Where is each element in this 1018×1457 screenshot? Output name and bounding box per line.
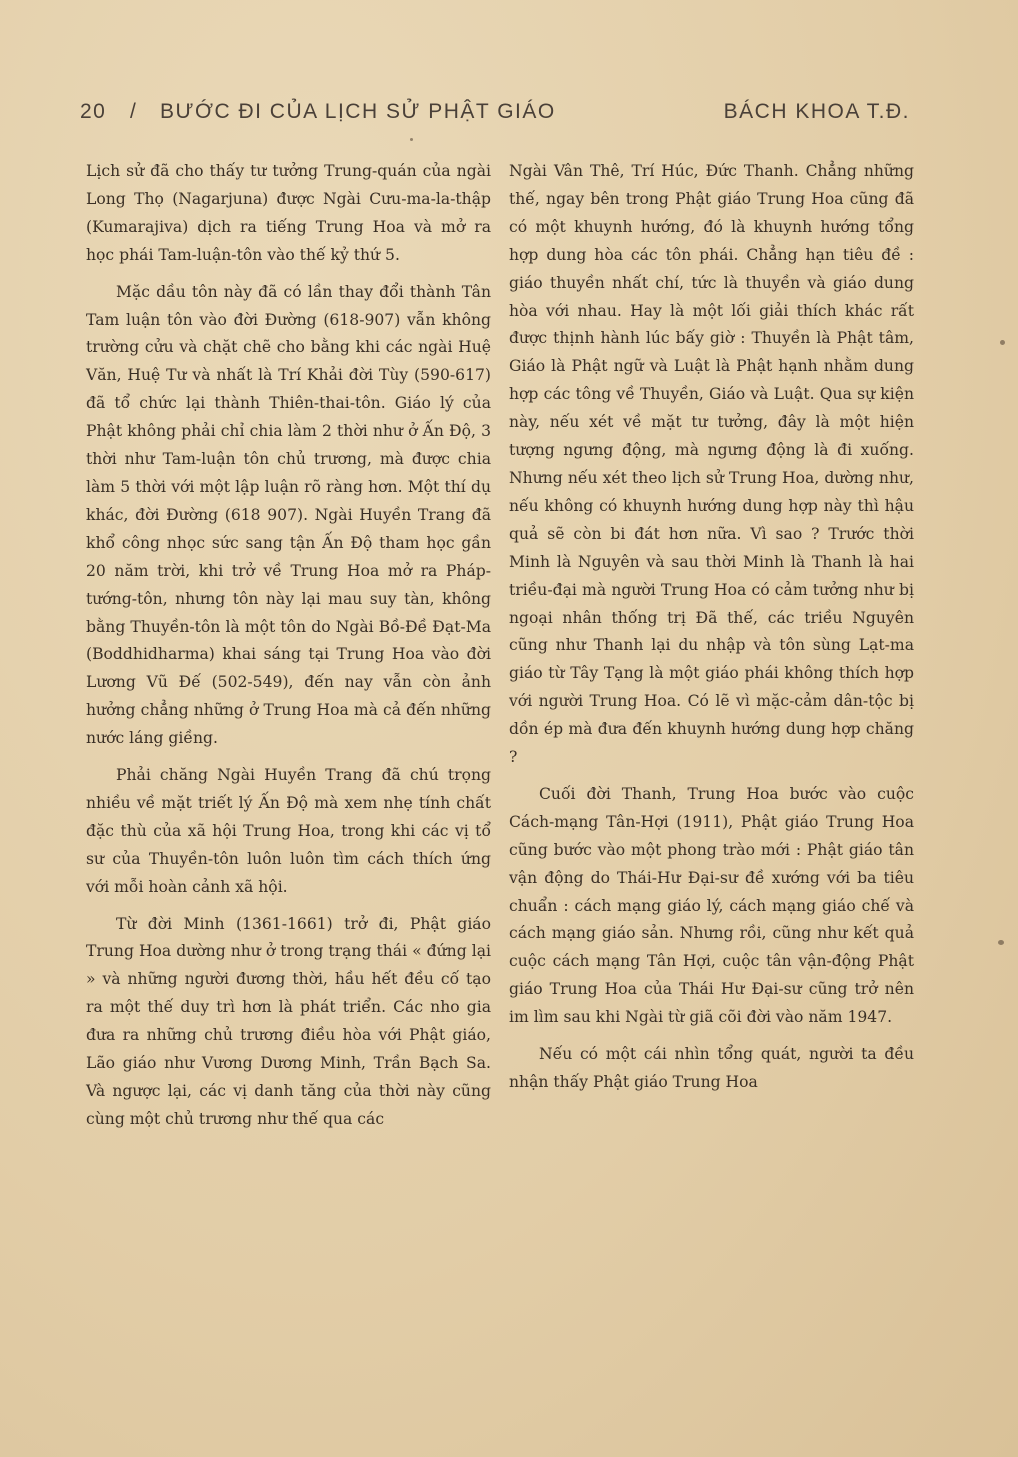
right-column: [509, 158, 914, 1106]
paragraph: Từ đời Minh (1361-1661) trở đi, Phật giáo Trung Hoa dường như ở trong trạng thái « đứng lại » và những người đương thời, hầu hết đều cố tạo ra một thế duy trì hơn là phát triển. Các nho gia đưa ra những chủ trương điều hòa với Phật giáo, Lão giáo như Vương Dương Minh, Trần Bạch Sa. Và ngược lại, các vị danh tăng của thời này cũng cùng một chủ trương như thế qua các: [86, 914, 491, 1128]
paper-speck: [410, 138, 413, 141]
paragraph: Ngài Vân Thê, Trí Húc, Đức Thanh. Chẳng những thế, ngay bên trong Phật giáo Trung Hoa cũng đã có một khuynh hướng, đó là khuynh hướng tổng hợp dung hòa các tôn phái. Chẳng hạn tiêu đề : giáo thuyền nhất chí, tức là thuyền và giáo dung hòa với nhau. Hay là một lối giải thích khác rất được thịnh hành lúc bấy giờ : Thuyền là Phật tâm, Giáo là Phật ngữ và Luật là Phật hạnh nhằm dung hợp các tông về Thuyền, Giáo và Luật. Qua sự kiện này, nếu xét về mặt tư tưởng, đây là một hiện tượng ngưng động, mà ngưng động là đi xuống. Nhưng nếu xét theo lịch sử Trung Hoa, dường như, nếu không có khuynh hướng dung hợp này thì hậu quả sẽ còn bi đát hơn nữa. Vì sao ? Trước thời Minh là Nguyên và sau thời Minh là Thanh là hai triều-đại mà người Trung Hoa có cảm tưởng như bị ngoại nhân thống trị Đã thế, các triều Nguyên cũng như Thanh lại du nhập và tôn sùng Lạt-ma giáo từ Tây Tạng là một giáo phái không thích hợp với người Trung Hoa. Có lẽ vì mặc-cảm dân-tộc bị dồn ép mà đưa đến khuynh hướng dung hợp chăng ?: [509, 162, 914, 767]
left-column: [86, 158, 491, 1143]
journal-name: BÁCH KHOA T.Đ.: [723, 100, 910, 123]
paragraph: Mặc dầu tôn này đã có lần thay đổi thành Tân Tam luận tôn vào đời Đường (618-907) vẫn không trường cửu và chặt chẽ cho bằng khi các ngài Huệ Văn, Huệ Tư và nhất là Trí Khải đời Tùy (590-617) đã tổ chức lại thành Thiên-thai-tôn. Giáo lý của Phật không phải chỉ chia làm 2 thời như ở Ấn Độ, 3 thời như Tam-luận tôn chủ trương, mà được chia làm 5 thời với một lập luận rõ ràng hơn. Một thí dụ khác, đời Đường (618 907). Ngài Huyền Trang đã khổ công nhọc sức sang tận Ấn Độ tham học gần 20 năm trời, khi trở về Trung Hoa mở ra Pháp-tướng-tôn, nhưng tôn này lại mau suy tàn, không bằng Thuyền-tôn là một tôn do Ngài Bồ-Đề Đạt-Ma (Boddhidharma) khai sáng tại Trung Hoa vào đời Lương Vũ Đế (502-549), đến nay vẫn còn ảnh hưởng chẳng những ở Trung Hoa mà cả đến những nước láng giềng.: [86, 282, 491, 748]
page-number: 20: [80, 100, 107, 123]
paragraph: Cuối đời Thanh, Trung Hoa bước vào cuộc Cách-mạng Tân-Hợi (1911), Phật giáo Trung Hoa cũng bước vào một phong trào mới : Phật giáo tân vận động do Thái-Hư Đại-sư đề xướng với ba tiêu chuẩn : cách mạng giáo lý, cách mạng giáo chế và cách mạng giáo sản. Nhưng rồi, cũng như kết quả cuộc cách mạng Tân Hợi, cuộc tân vận-động Phật giáo Trung Hoa của Thái Hư Đại-sư cũng trở nên im lìm sau khi Ngài từ giã cõi đời vào năm 1947.: [509, 784, 914, 1027]
paragraph: Nếu có một cái nhìn tổng quát, người ta đều nhận thấy Phật giáo Trung Hoa: [509, 1045, 914, 1091]
page-header: [80, 100, 910, 134]
paper-speck: [998, 940, 1004, 945]
paragraph: Lịch sử đã cho thấy tư tưởng Trung-quán của ngài Long Thọ (Nagarjuna) được Ngài Cưu-ma-la-thập (Kumarajiva) dịch ra tiếng Trung Hoa và mở ra học phái Tam-luận-tôn vào thế kỷ thứ 5.: [86, 162, 491, 264]
paragraph: Phải chăng Ngài Huyền Trang đã chú trọng nhiều về mặt triết lý Ấn Độ mà xem nhẹ tính chất đặc thù của xã hội Trung Hoa, trong khi các vị tổ sư của Thuyền-tôn luôn luôn tìm cách thích ứng với mỗi hoàn cảnh xã hội.: [86, 766, 491, 896]
header-separator: /: [130, 100, 138, 123]
paper-speck: [1000, 340, 1005, 345]
running-title: BƯỚC ĐI CỦA LỊCH SỬ PHẬT GIÁO: [160, 100, 556, 123]
